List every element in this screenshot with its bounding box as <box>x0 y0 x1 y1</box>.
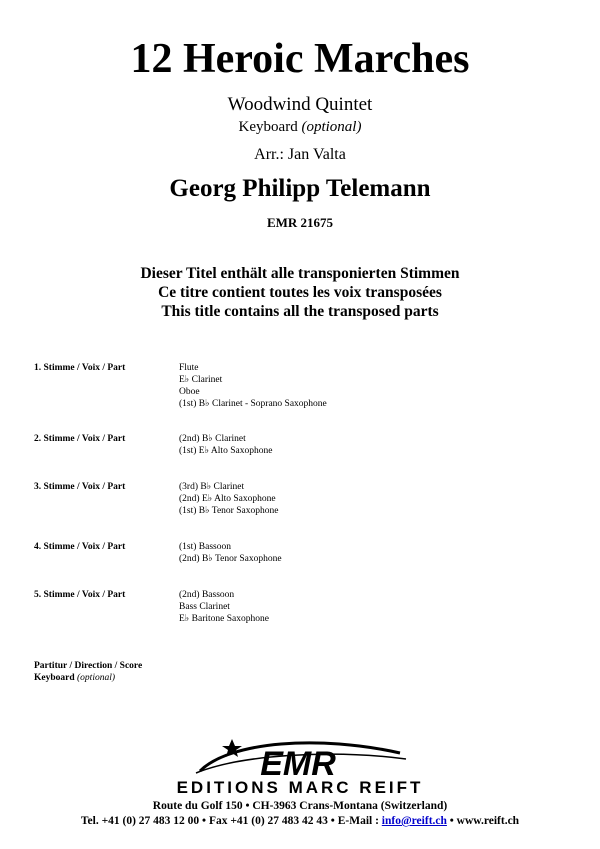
score-keyboard-line <box>34 672 115 684</box>
part-2-instrument: (1st) E♭ Alto Saxophone <box>179 446 273 456</box>
keyboard-label: Keyboard <box>238 119 298 135</box>
part-5-instrument: Bass Clarinet <box>179 602 230 612</box>
part-3-instrument: (1st) B♭ Tenor Saxophone <box>179 506 279 516</box>
composer: Georg Philipp Telemann <box>169 175 431 202</box>
part-5-label: 5. Stimme / Voix / Part <box>34 590 126 600</box>
notice-german: Dieser Titel enthält alle transponierten Stimmen <box>140 265 460 282</box>
keyboard-optional-note: (optional) <box>301 119 362 135</box>
publisher-name: EDITIONS MARC REIFT <box>176 778 424 797</box>
publisher-contact <box>0 814 600 828</box>
keyboard-line <box>0 118 600 136</box>
part-1-instrument: Oboe <box>179 387 200 397</box>
contact-prefix: Tel. +41 (0) 27 483 12 00 • Fax +41 (0) 27 483 42 43 • E-Mail : <box>80 815 382 827</box>
part-1-instrument: E♭ Clarinet <box>179 375 223 385</box>
part-2-label: 2. Stimme / Voix / Part <box>34 434 126 444</box>
emr-logo <box>170 733 430 779</box>
part-3-instrument: (2nd) E♭ Alto Saxophone <box>179 494 276 504</box>
part-4-instrument: (2nd) B♭ Tenor Saxophone <box>179 554 282 564</box>
part-4-instrument: (1st) Bassoon <box>179 542 231 552</box>
part-3-instrument: (3rd) B♭ Clarinet <box>179 482 245 492</box>
part-3-label: 3. Stimme / Voix / Part <box>34 482 126 492</box>
part-4-label: 4. Stimme / Voix / Part <box>34 542 126 552</box>
score-keyboard-label: Keyboard <box>34 673 75 683</box>
part-5-instrument: (2nd) Bassoon <box>179 590 235 600</box>
logo-text: EMR <box>260 745 336 779</box>
part-2-instrument: (2nd) B♭ Clarinet <box>179 434 246 444</box>
notice-french: Ce titre contient toutes les voix transposées <box>158 284 442 301</box>
score-label: Partitur / Direction / Score <box>34 661 143 671</box>
contact-suffix: • www.reift.ch <box>446 815 520 827</box>
part-1-label: 1. Stimme / Voix / Part <box>34 363 126 373</box>
notice-english: This title contains all the transposed parts <box>161 303 439 320</box>
page-title: 12 Heroic Marches <box>130 36 470 82</box>
catalog-number: EMR 21675 <box>266 215 334 230</box>
publisher-address: Route du Golf 150 • CH-3963 Crans-Montana (Switzerland) <box>152 800 448 812</box>
part-5-instrument: E♭ Baritone Saxophone <box>179 614 269 624</box>
arranger: Arr.: Jan Valta <box>254 146 346 163</box>
part-1-instrument: Flute <box>179 363 199 373</box>
part-1-instrument: (1st) B♭ Clarinet - Soprano Saxophone <box>179 399 327 409</box>
email-link[interactable]: info@reift.ch <box>381 815 447 827</box>
ensemble-subtitle: Woodwind Quintet <box>227 94 373 115</box>
score-keyboard-optional-note: (optional) <box>77 673 116 683</box>
